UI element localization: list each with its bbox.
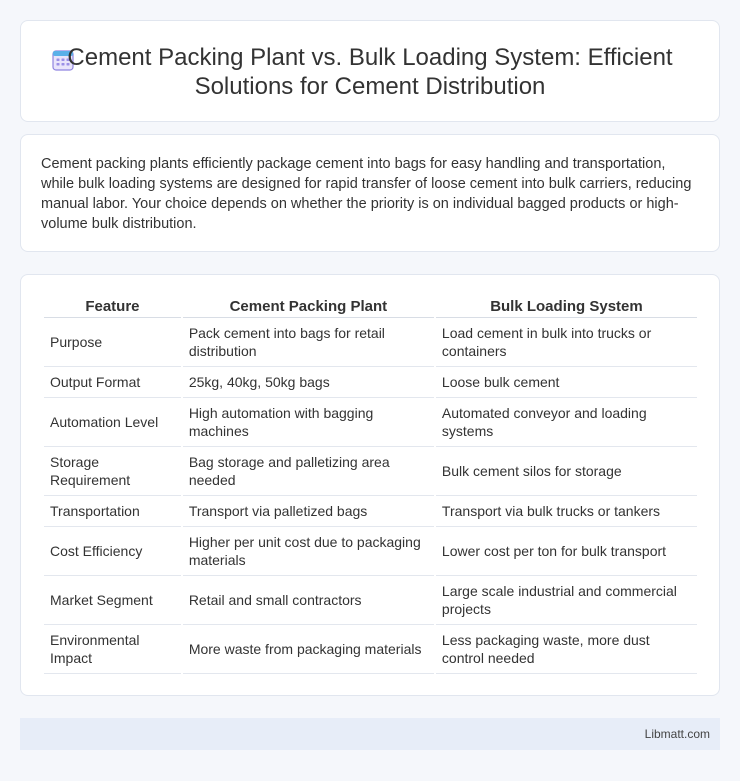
packing-plant-cell: Transport via palletized bags bbox=[183, 496, 434, 527]
column-header-feature: Feature bbox=[44, 296, 181, 318]
feature-cell: Transportation bbox=[44, 496, 181, 527]
feature-cell: Environmental Impact bbox=[44, 625, 181, 674]
feature-cell: Cost Efficiency bbox=[44, 527, 181, 576]
packing-plant-cell: Bag storage and palletizing area needed bbox=[183, 447, 434, 496]
table-row bbox=[44, 447, 697, 496]
intro-card bbox=[20, 134, 720, 252]
table-row bbox=[44, 527, 697, 576]
bulk-loading-cell: Automated conveyor and loading systems bbox=[436, 398, 697, 447]
title-card bbox=[20, 20, 720, 122]
comparison-table bbox=[42, 296, 699, 674]
table-row bbox=[44, 496, 697, 527]
column-header-packing-plant: Cement Packing Plant bbox=[183, 296, 434, 318]
bulk-loading-cell: Less packaging waste, more dust control needed bbox=[436, 625, 697, 674]
feature-cell: Output Format bbox=[44, 367, 181, 398]
packing-plant-cell: Higher per unit cost due to packaging materials bbox=[183, 527, 434, 576]
packing-plant-cell: Retail and small contractors bbox=[183, 576, 434, 625]
feature-cell: Automation Level bbox=[44, 398, 181, 447]
packing-plant-cell: High automation with bagging machines bbox=[183, 398, 434, 447]
table-row bbox=[44, 318, 697, 367]
packing-plant-cell: Pack cement into bags for retail distribution bbox=[183, 318, 434, 367]
intro-paragraph: Cement packing plants efficiently package cement into bags for easy handling and transportation, while bulk loading systems are designed for rapid transfer of loose cement into bulk carriers, reducing manual labor. Your choice depends on whether the priority is on individual bagged products or high-volume bulk distribution. bbox=[41, 156, 692, 232]
bulk-loading-cell: Large scale industrial and commercial projects bbox=[436, 576, 697, 625]
bulk-loading-cell: Loose bulk cement bbox=[436, 367, 697, 398]
bulk-loading-cell: Transport via bulk trucks or tankers bbox=[436, 496, 697, 527]
bulk-loading-cell: Load cement in bulk into trucks or containers bbox=[436, 318, 697, 367]
footer-site-link[interactable]: Libmatt.com bbox=[644, 727, 710, 741]
feature-cell: Market Segment bbox=[44, 576, 181, 625]
column-header-bulk-loading: Bulk Loading System bbox=[436, 296, 697, 318]
footer-bar bbox=[20, 718, 720, 750]
table-row bbox=[44, 576, 697, 625]
packing-plant-cell: More waste from packaging materials bbox=[183, 625, 434, 674]
bulk-loading-cell: Lower cost per ton for bulk transport bbox=[436, 527, 697, 576]
table-row bbox=[44, 625, 697, 674]
table-row bbox=[44, 367, 697, 398]
comparison-card bbox=[20, 274, 720, 696]
table-row bbox=[44, 398, 697, 447]
table-header-row bbox=[44, 296, 697, 318]
bulk-loading-cell: Bulk cement silos for storage bbox=[436, 447, 697, 496]
feature-cell: Purpose bbox=[44, 318, 181, 367]
feature-cell: Storage Requirement bbox=[44, 447, 181, 496]
packing-plant-cell: 25kg, 40kg, 50kg bags bbox=[183, 367, 434, 398]
page-title: Cement Packing Plant vs. Bulk Loading System: Efficient Solutions for Cement Distribution bbox=[67, 44, 673, 100]
